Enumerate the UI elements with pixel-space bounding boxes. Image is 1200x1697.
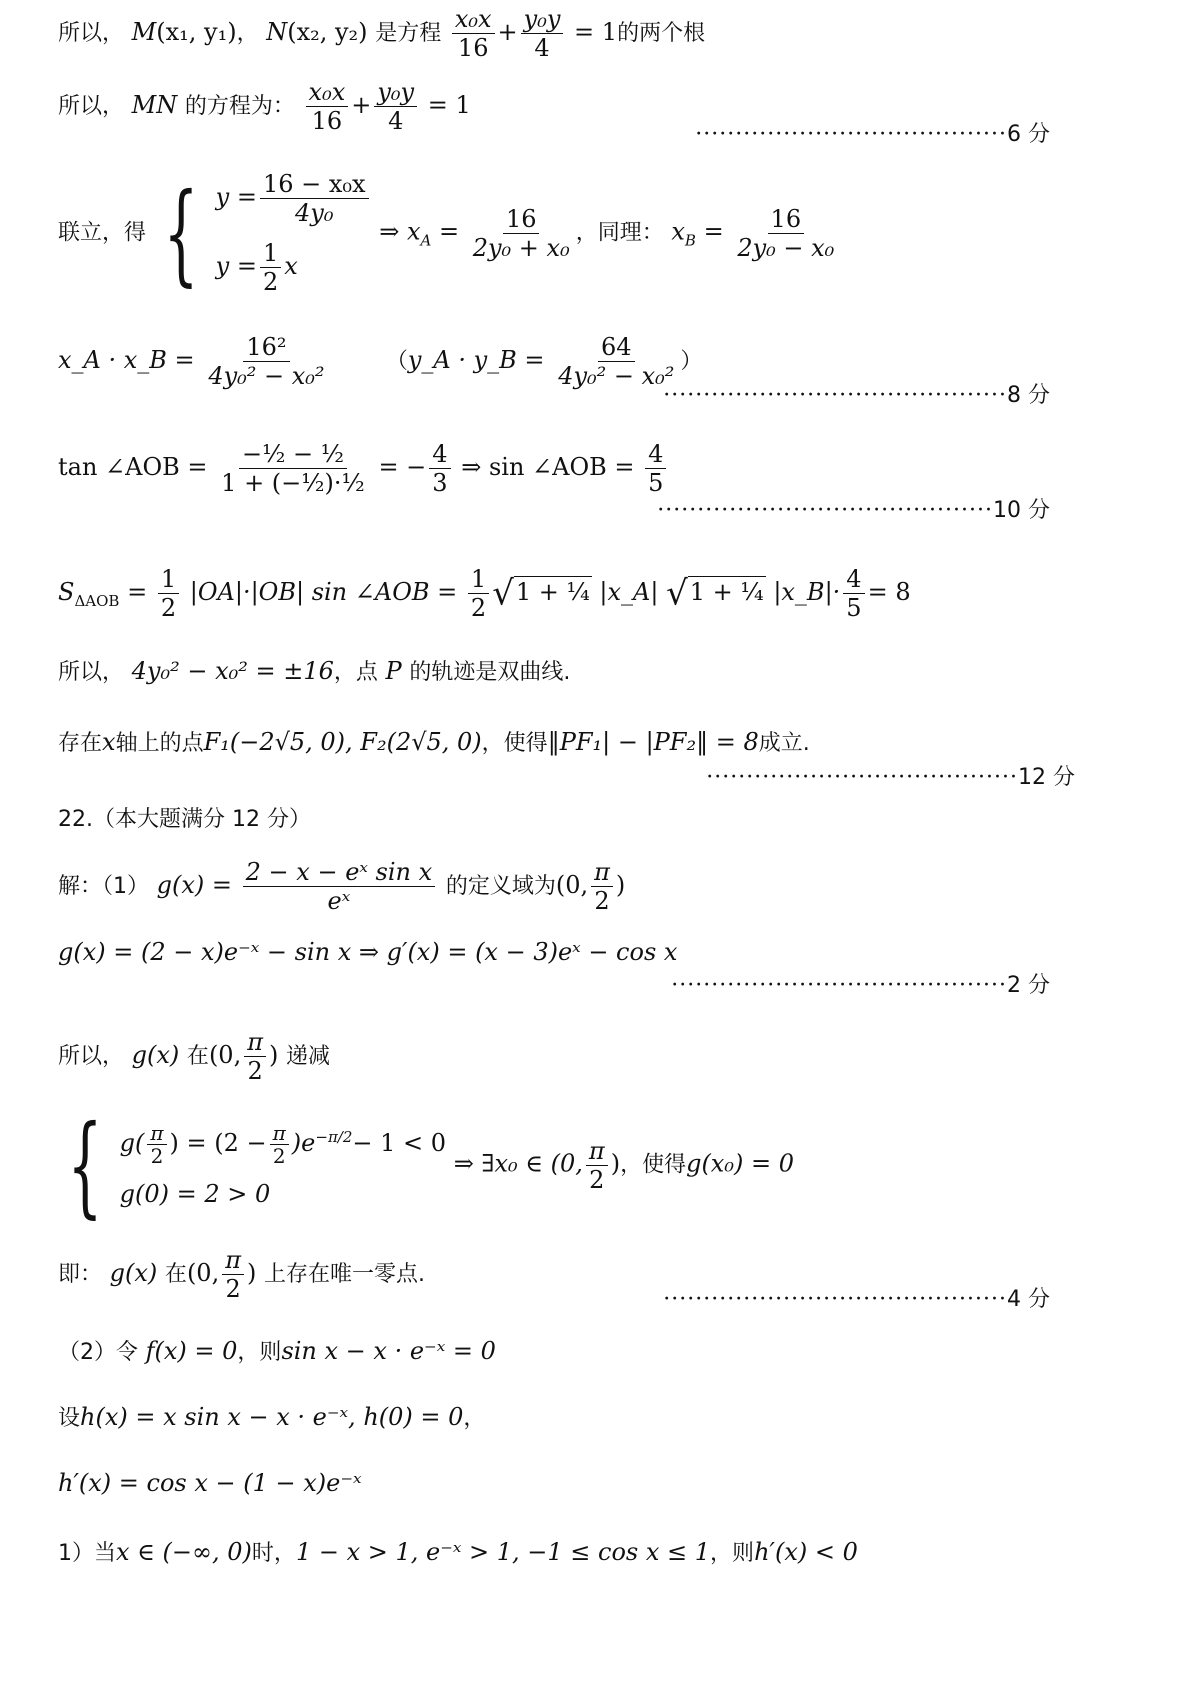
denominator: eˣ bbox=[327, 887, 351, 915]
text: （ bbox=[385, 349, 408, 374]
equation: h(x) = x sin x − x · e⁻ˣ, h(0) = 0 bbox=[80, 1403, 464, 1431]
text: g(x) = bbox=[156, 871, 233, 899]
equation: 1 − x > 1, e⁻ˣ > 1, −1 ≤ cos x ≤ 1 bbox=[295, 1538, 711, 1566]
equation: h′(x) < 0 bbox=[754, 1538, 858, 1566]
fraction bbox=[521, 5, 564, 62]
denominator: 4y₀ bbox=[295, 199, 334, 227]
denominator: 2 bbox=[470, 594, 487, 622]
numerator: y₀y bbox=[521, 5, 564, 34]
text: x bbox=[284, 252, 298, 280]
text: ，使得 bbox=[620, 1152, 687, 1178]
system-row bbox=[120, 1122, 446, 1167]
score-10 bbox=[657, 493, 1050, 524]
system-row bbox=[216, 170, 372, 227]
denominator: 4 bbox=[534, 34, 550, 62]
fraction bbox=[468, 565, 489, 622]
text: 解：（1） bbox=[58, 874, 149, 899]
numerator: π bbox=[222, 1246, 244, 1275]
text: tan ∠AOB = bbox=[58, 453, 208, 481]
text: ) bbox=[246, 1259, 257, 1287]
denominator: 2 bbox=[589, 1165, 605, 1194]
coord-n: (x₂, y₂) bbox=[287, 18, 368, 46]
equation-system bbox=[120, 1122, 446, 1209]
text: x_A · x_B = bbox=[58, 346, 195, 374]
fraction bbox=[205, 333, 327, 390]
text: (0, bbox=[186, 1259, 220, 1287]
fraction bbox=[260, 239, 281, 296]
line-product bbox=[58, 333, 702, 390]
leader-dots: ·········································· bbox=[657, 498, 993, 523]
text: 轴上的点 bbox=[115, 731, 204, 756]
text: （2）令 bbox=[58, 1340, 138, 1365]
system-row: g(0) = 2 > 0 bbox=[119, 1179, 271, 1208]
radicand: 1 + ¼ bbox=[515, 578, 590, 606]
left-brace: { bbox=[163, 169, 199, 297]
text: 所以， bbox=[58, 94, 125, 119]
leader-dots: ·········································· bbox=[671, 973, 1007, 998]
line-derivative bbox=[58, 937, 677, 967]
text: 在 bbox=[186, 1044, 209, 1069]
numerator: 4 bbox=[645, 440, 666, 469]
fraction bbox=[470, 205, 573, 262]
line-roots bbox=[58, 5, 705, 62]
text: ⇒ sin ∠AOB = bbox=[461, 453, 635, 481]
text: 是方程 bbox=[375, 21, 442, 46]
numerator: 2 − x − eˣ sin x bbox=[243, 858, 436, 887]
text: 存在 bbox=[58, 731, 103, 756]
text: ） bbox=[680, 349, 703, 374]
text: x bbox=[102, 728, 116, 756]
point-n: N bbox=[266, 18, 288, 46]
text: 时， bbox=[251, 1541, 296, 1566]
numerator: 64 bbox=[598, 333, 635, 362]
numerator: π bbox=[591, 858, 613, 887]
equation: h′(x) = cos x − (1 − x)e⁻ˣ bbox=[58, 1469, 362, 1497]
line-case1 bbox=[58, 1537, 858, 1569]
text: ⇒ ∃x₀ ∈ (0, bbox=[453, 1149, 583, 1178]
text: = 8 bbox=[867, 578, 911, 606]
denominator: 2 bbox=[160, 594, 177, 622]
denominator: 2y₀ + x₀ bbox=[472, 233, 570, 262]
score-label: 12 分 bbox=[1018, 765, 1075, 790]
text: 上存在唯一零点. bbox=[264, 1262, 425, 1287]
line-locus bbox=[58, 656, 570, 688]
denominator: 2 bbox=[150, 1143, 164, 1168]
text: ，点 bbox=[333, 660, 378, 685]
text: (0, bbox=[208, 1041, 242, 1069]
numerator: 16 − x₀x bbox=[260, 170, 369, 199]
text: 即： bbox=[58, 1262, 103, 1287]
equation: sin x − x · e⁻ˣ = 0 bbox=[281, 1337, 496, 1365]
fraction bbox=[645, 440, 666, 497]
radicand: 1 + ¼ bbox=[689, 578, 764, 606]
numerator: 1 bbox=[468, 565, 489, 594]
numerator: 16 bbox=[768, 205, 805, 234]
text: ) = (2 − bbox=[169, 1128, 267, 1157]
denominator: 16 bbox=[457, 34, 489, 62]
text: 所以， bbox=[58, 660, 125, 685]
fraction bbox=[306, 78, 349, 135]
score-label: 2 分 bbox=[1007, 973, 1050, 998]
text: g(x) bbox=[109, 1259, 158, 1287]
text: |OA|·|OB| sin ∠AOB = bbox=[189, 578, 458, 606]
score-2 bbox=[671, 968, 1050, 999]
text: (0, bbox=[555, 871, 589, 899]
denominator: 4y₀² − x₀² bbox=[208, 362, 325, 390]
denominator: 1 + (−½)·½ bbox=[221, 469, 365, 497]
foci: F₁(−2√5, 0), F₂(2√5, 0) bbox=[203, 728, 482, 756]
denominator: 2 bbox=[594, 887, 610, 915]
text: |x_B|· bbox=[773, 578, 841, 606]
fraction bbox=[222, 1246, 244, 1303]
text: ) bbox=[610, 1149, 621, 1178]
numerator: 1 bbox=[260, 239, 281, 268]
fraction bbox=[555, 333, 677, 390]
score-label: 8 分 bbox=[1007, 383, 1050, 408]
numerator: π bbox=[270, 1122, 289, 1145]
fraction bbox=[147, 1122, 166, 1167]
equals: = bbox=[703, 217, 724, 246]
text: 1）当 bbox=[58, 1541, 116, 1566]
equals: = 1 bbox=[574, 18, 618, 46]
score-label: 4 分 bbox=[1007, 1287, 1050, 1312]
equation: ‖PF₁| − |PF₂‖ = 8 bbox=[547, 728, 759, 756]
text: ，则 bbox=[710, 1541, 755, 1566]
denominator: 2 bbox=[272, 1143, 286, 1168]
line-define-h bbox=[58, 1402, 485, 1434]
text: ，同理： bbox=[575, 220, 664, 246]
text: 的轨迹是双曲线. bbox=[409, 660, 571, 685]
text: S bbox=[58, 578, 75, 606]
line-decreasing bbox=[58, 1028, 330, 1085]
text: ，则 bbox=[237, 1340, 282, 1365]
text: 的方程为： bbox=[184, 94, 295, 119]
denominator: 4y₀² − x₀² bbox=[558, 362, 675, 390]
denominator: 2y₀ − x₀ bbox=[737, 233, 835, 262]
exponent: −π/2 bbox=[315, 1127, 353, 1146]
denominator: 16 bbox=[311, 107, 343, 135]
numerator: 16² bbox=[243, 333, 289, 362]
fraction bbox=[260, 170, 369, 227]
text: 递减 bbox=[286, 1044, 331, 1069]
equation: 4y₀² − x₀² = ±16 bbox=[131, 657, 334, 685]
line-zero-existence bbox=[50, 1101, 794, 1229]
line-mn: MN bbox=[131, 91, 178, 119]
score-8 bbox=[663, 378, 1050, 409]
numerator: π bbox=[147, 1122, 166, 1145]
equation: f(x) = 0 bbox=[145, 1337, 238, 1365]
text: ， bbox=[463, 1406, 486, 1431]
question-heading: 22.（本大题满分 12 分） bbox=[58, 807, 311, 832]
equation: g(x₀) = 0 bbox=[686, 1149, 794, 1178]
leader-dots: ······································· bbox=[695, 122, 1007, 147]
text: y = bbox=[215, 252, 257, 280]
denominator: 2 bbox=[247, 1057, 263, 1085]
text: 所以， bbox=[58, 21, 125, 46]
text: 的定义域为 bbox=[445, 874, 556, 899]
numerator: π bbox=[244, 1028, 266, 1057]
line-mn-equation: 所以， MN 的方程为： $\frac{\text{x₀x}}{16}$ + $\frac{\text{y₀y}}{4}$ = 1 bbox=[58, 78, 471, 135]
fraction bbox=[374, 78, 417, 135]
text: ， bbox=[236, 21, 259, 46]
numerator: x₀x bbox=[306, 78, 349, 107]
subscript: ΔAOB bbox=[74, 591, 120, 610]
sqrt-sign: √ bbox=[492, 573, 514, 614]
numerator: 4 bbox=[429, 440, 450, 469]
text: = − bbox=[378, 453, 427, 481]
numerator: y₀y bbox=[374, 78, 417, 107]
equals: = 1 bbox=[427, 91, 471, 119]
score-4 bbox=[663, 1282, 1050, 1313]
fraction bbox=[843, 565, 864, 622]
equation: g(x) = (2 − x)e⁻ˣ − sin x ⇒ g′(x) = (x − 3)eˣ − cos x bbox=[58, 938, 678, 966]
line-domain bbox=[58, 858, 625, 915]
text: )e bbox=[291, 1128, 316, 1157]
score-6 bbox=[695, 117, 1050, 148]
fraction bbox=[591, 858, 613, 915]
numerator: x₀x bbox=[452, 5, 495, 34]
fraction bbox=[243, 858, 436, 915]
score-label: 10 分 bbox=[993, 498, 1050, 523]
fraction bbox=[429, 440, 450, 497]
condition: x ∈ (−∞, 0) bbox=[116, 1538, 252, 1566]
line-unique-zero bbox=[58, 1246, 425, 1303]
equation-system bbox=[216, 170, 372, 296]
line-tan bbox=[58, 440, 669, 497]
text: 成立. bbox=[758, 731, 810, 756]
coord-m: (x₁, y₁) bbox=[156, 18, 237, 46]
equals: = bbox=[438, 217, 460, 246]
text: 设 bbox=[58, 1406, 81, 1431]
line-foci bbox=[58, 727, 810, 759]
point-p: P bbox=[385, 657, 402, 685]
leader-dots: ··········································· bbox=[663, 1287, 1007, 1312]
system-row bbox=[216, 239, 372, 296]
fraction bbox=[270, 1122, 289, 1167]
equals: = bbox=[127, 578, 148, 606]
text: x bbox=[671, 217, 685, 246]
text: y_A · y_B = bbox=[407, 346, 545, 374]
denominator: 5 bbox=[648, 469, 664, 497]
subscript: A bbox=[420, 231, 432, 250]
text: − 1 < 0 bbox=[352, 1128, 447, 1157]
text: g(x) bbox=[131, 1041, 180, 1069]
text: y = bbox=[215, 183, 257, 211]
score-12 bbox=[706, 760, 1075, 791]
numerator: 16 bbox=[503, 205, 540, 234]
text: 在 bbox=[164, 1262, 187, 1287]
point-m: M bbox=[131, 18, 157, 46]
numerator: π bbox=[586, 1137, 608, 1166]
text: ⇒ x bbox=[379, 217, 421, 246]
line-h-derivative bbox=[58, 1468, 362, 1498]
fraction bbox=[158, 565, 179, 622]
fraction bbox=[218, 440, 368, 497]
score-label: 6 分 bbox=[1007, 122, 1050, 147]
text: 联立，得 bbox=[58, 220, 147, 246]
text: ，使得 bbox=[481, 731, 548, 756]
sqrt-sign: √ bbox=[666, 573, 688, 614]
text: ) bbox=[268, 1041, 279, 1069]
numerator: −½ − ½ bbox=[239, 440, 347, 469]
denominator: 4 bbox=[388, 107, 404, 135]
text: g( bbox=[119, 1128, 145, 1157]
denominator: 2 bbox=[262, 268, 279, 296]
fraction bbox=[586, 1137, 608, 1194]
denominator: 5 bbox=[846, 594, 862, 622]
numerator: 4 bbox=[843, 565, 864, 594]
denominator: 2 bbox=[225, 1275, 241, 1303]
text: ) bbox=[615, 871, 626, 899]
leader-dots: ··········································· bbox=[663, 383, 1007, 408]
fraction bbox=[734, 205, 837, 262]
left-brace: { bbox=[67, 1101, 103, 1229]
fraction bbox=[244, 1028, 266, 1085]
numerator: 1 bbox=[158, 565, 179, 594]
line-question-22 bbox=[58, 803, 311, 835]
text: 的两个根 bbox=[617, 21, 706, 46]
denominator: 3 bbox=[432, 469, 448, 497]
fraction bbox=[452, 5, 495, 62]
subscript: B bbox=[684, 231, 696, 250]
leader-dots: ······································· bbox=[706, 765, 1018, 790]
line-part2 bbox=[58, 1336, 496, 1368]
text: |x_A| bbox=[599, 578, 659, 606]
line-area bbox=[58, 565, 911, 622]
line-system bbox=[58, 170, 840, 296]
text: 所以， bbox=[58, 1044, 125, 1069]
plus: + bbox=[497, 18, 518, 46]
